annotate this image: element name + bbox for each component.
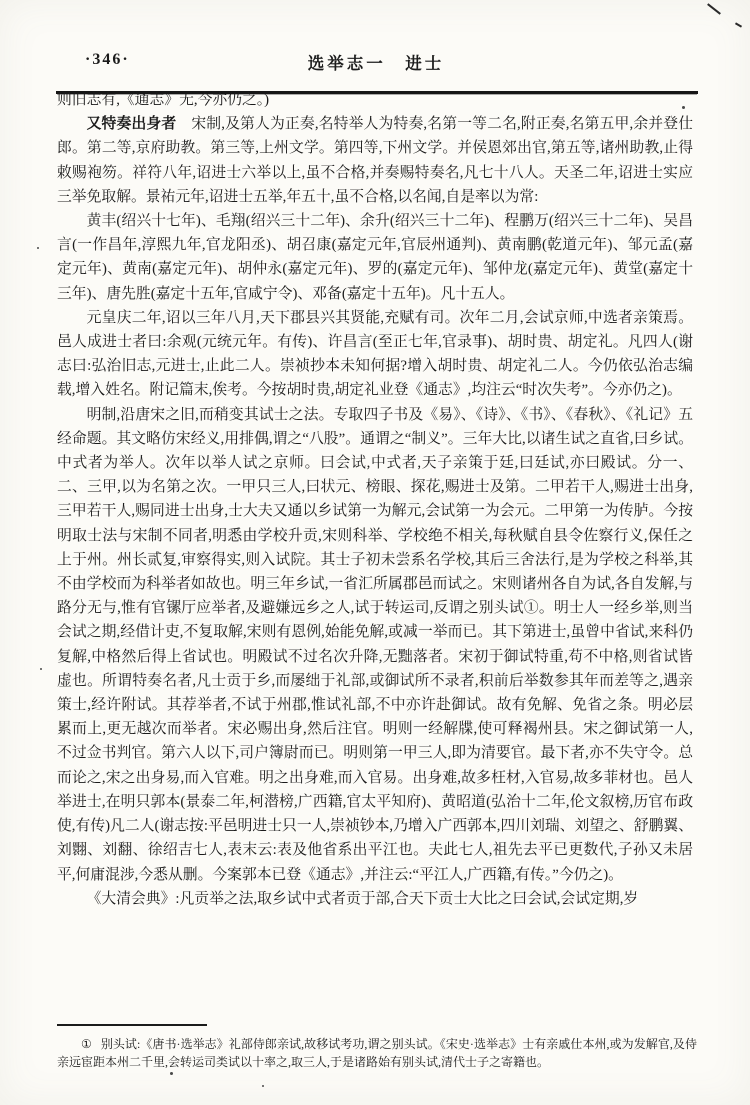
paragraph-qing-statutes: 《大清会典》:凡贡举之法,取乡试中式者贡于部,合天下贡士大比之曰会试,会试定期,岁 (86, 890, 639, 907)
scan-artifact-mark (735, 22, 742, 27)
page-title: 选举志一 进士 (307, 54, 445, 73)
footnote-marker: ① (81, 1037, 92, 1051)
footnote (57, 1036, 697, 1071)
scan-speck (170, 1072, 173, 1075)
scan-speck (37, 247, 39, 249)
paragraph-ming-system: 明制,沿唐宋之旧,而稍变其试士之法。专取四子书及《易》、《诗》、《书》、《春秋》、《礼记》五经命题。其文略仿宋经义,用排偶,谓之“八股”。通谓之“制义”。三年大比,以诸生试之直省,曰乡试。中式者为举人。次年以举人试之京师。曰会试,中式者,天子亲策于廷,曰廷试,亦曰殿试。分一、二、三甲,以为名第之次。一甲只三人,曰状元、榜眼、探花,赐进士及第。二甲若干人,赐进士出身,三甲若干人,赐同进士出身,士大夫又通以乡试第一为解元,会试第一为会元。二甲第一为传胪。今按明取士法与宋制不同者,明悉由学校升贡,宋则科举、学校绝不相关,每秋赋自县令佐察行义,保任之上于州。州长贰复,审察得实,则入试院。其士子初未尝系名学校,其后三舍法行,是为学校之科举,其不由学校而为科举者如故也。明三年乡试,一省汇所属郡邑而试之。宋则诸州各自为试,各自发解,与路分无与,惟有官镙厅应举者,及避嫌远乡之人,试于转运司,反谓之别头试①。明士人一经乡举,则当会试之期,经借计吏,不复取解,宋则有恩例,始能免解,或减一举而已。其下第进士,虽曾中省试,来科仍复解,中格然后得上省试也。明殿试不过名次升降,无黜落者。宋初于御试特重,苟不中格,则省试皆虚也。所谓特奏名者,凡士贡于乡,而屡绌于礼部,或御试所不录者,积前后举数参其年而差等之,遇亲策士,经许附试。其荐举者,不试于州郡,惟试礼部,不中亦许赴御试。故有免解、免省之条。明必层累而上,更无越次而举者。宋必赐出身,然后注官。明则一经解牒,使可释褐州县。宋之御试第一人,不过佥书判官。第六人以下,司户簿尉而已。明则第一甲三人,即为清要官。最下者,亦不失守令。总而论之,宋之出身易,而入官难。明之出身难,而入官易。出身难,故多枉材,入官易,故多菲材也。邑人举进士,在明只郭本(景泰二年,柯潜榜,广西籍,官太平知府)、黄昭道(弘治十二年,伦文叙榜,历官布政使,有传)凡二人(谢志按:平邑明进士只一人,崇祯钞本,乃增入广西郭本,四川刘瑞、刘望之、舒鹏翼、刘翾、刘翻、徐绍吉七人,表末云:表及他省系出平江也。夫此七人,祖先去平已更数代,子孙又未居平,何庸混涉,今悉从删。今案郭本已登《通志》,并注云:“平江人,广西籍,有传。”今仍之)。 (57, 406, 693, 883)
paragraph-yuan-dynasty: 元皇庆二年,诏以三年八月,天下郡县兴其贤能,充赋有司。次年二月,会试京师,中选者亲策焉。邑人成进士者曰:余观(元统元年。有传)、许昌言(至正七年,官录事)、胡时贵、胡定礼。凡四人(谢志曰:弘治旧志,元进士,止此二人。崇祯抄本未知何据?增入胡时贵、胡定礼二人。今仍依弘治志编载,增入姓名。附记篇末,俟考。今按胡时贵,胡定礼业登《通志》,均注云“时次失考”。今亦仍之)。 (57, 309, 693, 399)
page-number: ·346· (85, 51, 130, 68)
footnote-body: 别头试:《唐书·选举志》礼部侍郎亲试,故移试考功,谓之别头试。《宋史·选举志》士有亲戚仕本州,或为发解官,及侍亲远宦距本州二千里,会转运司类试以十率之,取三人,于是诸路始有别头试,清代士子之寄籍也。 (57, 1037, 697, 1069)
footnote-divider (57, 1024, 207, 1026)
scan-speck (40, 668, 42, 670)
paragraph-song-jinshi-names: 黄丰(绍兴十七年)、毛翔(绍兴三十二年)、余升(绍兴三十二年)、程鹏万(绍兴三十二年)、吴昌言(一作昌年,淳熙九年,官龙阳丞)、胡召康(嘉定元年,官辰州通判)、黄南鹏(乾道元年)、邹元孟(嘉定元年)、黄南(嘉定元年)、胡仲永(嘉定元年)、罗的(嘉定元年)、邹仲龙(嘉定元年)、黄堂(嘉定十三年)、唐先胜(嘉定十五年,官咸宁令)、邓备(嘉定十五年)。凡十五人。 (57, 213, 693, 302)
paragraph-lead-term: 又特奏出身者 (86, 116, 177, 133)
paragraph-special-appointees (57, 112, 693, 209)
footnote-text (57, 1036, 697, 1071)
scan-artifact-mark (707, 3, 721, 14)
paragraph-lead-body: 宋制,及第人为正奏,名特举人为特奏,名第一等二名,附正奏,名第五甲,余并登仕郎。第二等,京府助教。第三等,上州文学。第四等,下州文学。并侯恩郊出官,第五等,诸州助教,止得敕赐袍笏。祥符八年,诏进士六举以上,虽不合格,并奏赐特奏名,凡七十八人。天圣二年,诏进士实应三举免取解。景祐元年,诏进士五举,年五十,虽不合格,以名闻,自是率以为常: (57, 116, 693, 205)
body-text (57, 88, 693, 911)
scan-speck (682, 106, 685, 109)
scan-speck (262, 1085, 264, 1087)
page-header (57, 50, 695, 74)
paragraph-continuation: 则旧志有,《通志》无,今亦仍之。) (57, 92, 270, 108)
